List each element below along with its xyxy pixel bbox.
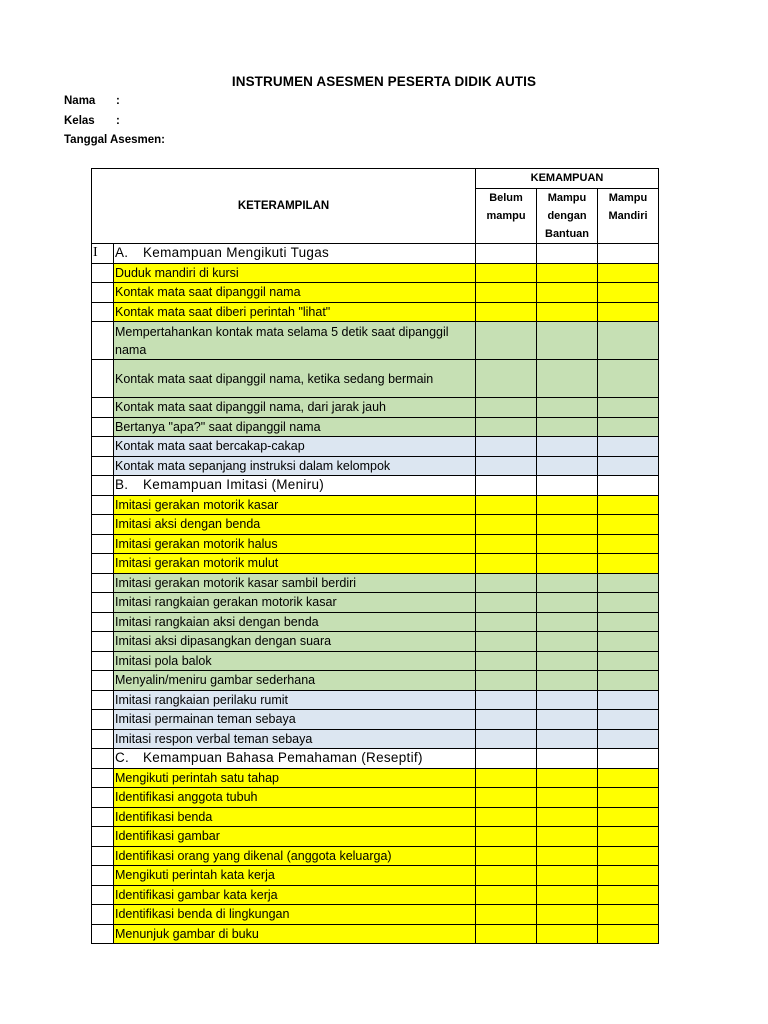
section-number: I (92, 244, 114, 264)
section-letter: C. (115, 750, 130, 766)
rating-mampu-mandiri-cell[interactable] (598, 322, 659, 360)
rating-belum-mampu-cell[interactable] (476, 885, 537, 905)
rating-mampu-dengan-bantuan-cell[interactable] (537, 322, 598, 360)
rating-mampu-mandiri-cell[interactable] (598, 905, 659, 925)
rating-mampu-mandiri-cell[interactable] (598, 456, 659, 476)
rating-mampu-mandiri-cell[interactable] (598, 398, 659, 418)
row-number-cell (92, 322, 114, 360)
row-number-cell (92, 690, 114, 710)
section-empty-cell (476, 749, 537, 769)
skill-row (92, 807, 659, 827)
skill-row (92, 398, 659, 418)
row-number-cell (92, 398, 114, 418)
rating-mampu-mandiri-cell[interactable] (598, 495, 659, 515)
skill-row (92, 924, 659, 944)
row-number-cell (92, 866, 114, 886)
section-heading (114, 476, 476, 496)
field-tanggal-label: Tanggal Asesmen: (64, 134, 165, 146)
skill-row (92, 437, 659, 457)
rating-mampu-dengan-bantuan-cell[interactable] (537, 690, 598, 710)
skill-row (92, 534, 659, 554)
row-number-cell (92, 515, 114, 535)
skill-item: Kontak mata sepanjang instruksi dalam kelompok (114, 456, 476, 476)
header-kemampuan: KEMAMPUAN (476, 169, 659, 189)
skill-row (92, 283, 659, 303)
skill-item: Imitasi gerakan motorik mulut (114, 554, 476, 574)
section-empty-cell (598, 749, 659, 769)
section-number (92, 476, 114, 496)
rating-mampu-mandiri-cell[interactable] (598, 846, 659, 866)
row-number-cell (92, 534, 114, 554)
skill-item: Imitasi pola balok (114, 651, 476, 671)
skill-item: Identifikasi gambar (114, 827, 476, 847)
rating-belum-mampu-cell[interactable] (476, 495, 537, 515)
row-number-cell (92, 729, 114, 749)
rating-mampu-dengan-bantuan-cell[interactable] (537, 807, 598, 827)
skill-row (92, 905, 659, 925)
rating-mampu-mandiri-cell[interactable] (598, 593, 659, 613)
skill-row (92, 651, 659, 671)
section-empty-cell (537, 476, 598, 496)
skill-item: Imitasi aksi dipasangkan dengan suara (114, 632, 476, 652)
rating-belum-mampu-cell[interactable] (476, 807, 537, 827)
rating-mampu-dengan-bantuan-cell[interactable] (537, 885, 598, 905)
rating-mampu-dengan-bantuan-cell[interactable] (537, 456, 598, 476)
rating-mampu-dengan-bantuan-cell[interactable] (537, 495, 598, 515)
rating-belum-mampu-cell[interactable] (476, 554, 537, 574)
section-row (92, 244, 659, 264)
section-heading (114, 244, 476, 264)
rating-belum-mampu-cell[interactable] (476, 846, 537, 866)
rating-mampu-mandiri-cell[interactable] (598, 807, 659, 827)
skill-row (92, 768, 659, 788)
rating-belum-mampu-cell[interactable] (476, 417, 537, 437)
rating-belum-mampu-cell[interactable] (476, 456, 537, 476)
rating-belum-mampu-cell[interactable] (476, 905, 537, 925)
skill-item: Identifikasi benda (114, 807, 476, 827)
rating-belum-mampu-cell[interactable] (476, 632, 537, 652)
rating-mampu-dengan-bantuan-cell[interactable] (537, 360, 598, 398)
rating-belum-mampu-cell[interactable] (476, 827, 537, 847)
row-number-cell (92, 456, 114, 476)
rating-mampu-mandiri-cell[interactable] (598, 360, 659, 398)
skill-row (92, 632, 659, 652)
field-kelas-colon: : (116, 115, 120, 127)
row-number-cell (92, 302, 114, 322)
rating-mampu-dengan-bantuan-cell[interactable] (537, 632, 598, 652)
skill-row (92, 885, 659, 905)
rating-mampu-dengan-bantuan-cell[interactable] (537, 846, 598, 866)
field-kelas-label: Kelas (64, 115, 95, 127)
row-number-cell (92, 612, 114, 632)
skill-row (92, 456, 659, 476)
skill-item: Kontak mata saat bercakap-cakap (114, 437, 476, 457)
rating-mampu-dengan-bantuan-cell[interactable] (537, 612, 598, 632)
row-number-cell (92, 807, 114, 827)
row-number-cell (92, 651, 114, 671)
rating-mampu-mandiri-cell[interactable] (598, 417, 659, 437)
section-empty-cell (537, 244, 598, 264)
rating-belum-mampu-cell[interactable] (476, 360, 537, 398)
skill-item: Imitasi permainan teman sebaya (114, 710, 476, 730)
row-number-cell (92, 554, 114, 574)
field-kelas (64, 115, 120, 127)
header-keterampilan: KETERAMPILAN (92, 169, 476, 244)
skill-item: Identifikasi benda di lingkungan (114, 905, 476, 925)
row-number-cell (92, 885, 114, 905)
section-row (92, 476, 659, 496)
header-mampu-dengan-bantuan: Mampu dengan Bantuan (537, 188, 598, 243)
row-number-cell (92, 632, 114, 652)
skill-item: Kontak mata saat diberi perintah "lihat" (114, 302, 476, 322)
skill-item: Imitasi respon verbal teman sebaya (114, 729, 476, 749)
skill-row (92, 690, 659, 710)
skill-item: Identifikasi gambar kata kerja (114, 885, 476, 905)
header-belum-mampu: Belum mampu (476, 188, 537, 243)
skill-row (92, 360, 659, 398)
skill-row (92, 495, 659, 515)
rating-mampu-dengan-bantuan-cell[interactable] (537, 729, 598, 749)
rating-belum-mampu-cell[interactable] (476, 593, 537, 613)
section-letter: A. (115, 245, 129, 261)
rating-belum-mampu-cell[interactable] (476, 573, 537, 593)
rating-mampu-mandiri-cell[interactable] (598, 788, 659, 808)
field-nama (64, 95, 120, 107)
document-title: INSTRUMEN ASESMEN PESERTA DIDIK AUTIS (231, 74, 537, 89)
field-nama-label: Nama (64, 95, 96, 107)
rating-belum-mampu-cell[interactable] (476, 788, 537, 808)
section-title: Kemampuan Imitasi (Meniru) (143, 477, 325, 493)
section-empty-cell (537, 749, 598, 769)
rating-mampu-mandiri-cell[interactable] (598, 885, 659, 905)
skill-item: Kontak mata saat dipanggil nama, ketika sedang bermain (114, 360, 476, 398)
rating-mampu-mandiri-cell[interactable] (598, 671, 659, 691)
skill-item: Identifikasi anggota tubuh (114, 788, 476, 808)
rating-mampu-mandiri-cell[interactable] (598, 263, 659, 283)
skill-row (92, 671, 659, 691)
section-empty-cell (476, 476, 537, 496)
rating-mampu-dengan-bantuan-cell[interactable] (537, 554, 598, 574)
skill-item: Bertanya "apa?" saat dipanggil nama (114, 417, 476, 437)
rating-mampu-mandiri-cell[interactable] (598, 651, 659, 671)
header-mampu-mandiri: Mampu Mandiri (598, 188, 659, 243)
skill-row (92, 302, 659, 322)
skill-row (92, 263, 659, 283)
rating-mampu-mandiri-cell[interactable] (598, 534, 659, 554)
rating-mampu-dengan-bantuan-cell[interactable] (537, 437, 598, 457)
rating-mampu-mandiri-cell[interactable] (598, 690, 659, 710)
rating-mampu-mandiri-cell[interactable] (598, 632, 659, 652)
field-nama-colon: : (116, 95, 120, 107)
rating-mampu-dengan-bantuan-cell[interactable] (537, 573, 598, 593)
rating-mampu-mandiri-cell[interactable] (598, 729, 659, 749)
rating-belum-mampu-cell[interactable] (476, 437, 537, 457)
rating-belum-mampu-cell[interactable] (476, 924, 537, 944)
rating-mampu-dengan-bantuan-cell[interactable] (537, 827, 598, 847)
row-number-cell (92, 905, 114, 925)
skill-item: Duduk mandiri di kursi (114, 263, 476, 283)
rating-mampu-dengan-bantuan-cell[interactable] (537, 398, 598, 418)
skill-item: Imitasi rangkaian gerakan motorik kasar (114, 593, 476, 613)
row-number-cell (92, 671, 114, 691)
rating-mampu-dengan-bantuan-cell[interactable] (537, 515, 598, 535)
assessment-table (91, 168, 659, 944)
skill-item: Mempertahankan kontak mata selama 5 detik saat dipanggil nama (114, 322, 476, 360)
skill-item: Mengikuti perintah kata kerja (114, 866, 476, 886)
rating-belum-mampu-cell[interactable] (476, 651, 537, 671)
rating-mampu-mandiri-cell[interactable] (598, 515, 659, 535)
skill-item: Imitasi gerakan motorik kasar (114, 495, 476, 515)
rating-mampu-dengan-bantuan-cell[interactable] (537, 302, 598, 322)
section-empty-cell (598, 244, 659, 264)
skill-row (92, 788, 659, 808)
row-number-cell (92, 573, 114, 593)
rating-mampu-dengan-bantuan-cell[interactable] (537, 866, 598, 886)
rating-mampu-mandiri-cell[interactable] (598, 924, 659, 944)
rating-mampu-dengan-bantuan-cell[interactable] (537, 710, 598, 730)
rating-mampu-dengan-bantuan-cell[interactable] (537, 651, 598, 671)
rating-mampu-mandiri-cell[interactable] (598, 573, 659, 593)
row-number-cell (92, 846, 114, 866)
rating-mampu-dengan-bantuan-cell[interactable] (537, 905, 598, 925)
skill-item: Kontak mata saat dipanggil nama (114, 283, 476, 303)
row-number-cell (92, 417, 114, 437)
row-number-cell (92, 710, 114, 730)
rating-belum-mampu-cell[interactable] (476, 690, 537, 710)
skill-row (92, 729, 659, 749)
rating-mampu-mandiri-cell[interactable] (598, 710, 659, 730)
section-letter: B. (115, 477, 129, 493)
row-number-cell (92, 924, 114, 944)
skill-item: Imitasi rangkaian aksi dengan benda (114, 612, 476, 632)
skill-row (92, 866, 659, 886)
rating-mampu-dengan-bantuan-cell[interactable] (537, 593, 598, 613)
section-empty-cell (598, 476, 659, 496)
rating-mampu-dengan-bantuan-cell[interactable] (537, 283, 598, 303)
rating-mampu-dengan-bantuan-cell[interactable] (537, 788, 598, 808)
section-title: Kemampuan Bahasa Pemahaman (Reseptif) (143, 750, 423, 766)
rating-mampu-mandiri-cell[interactable] (598, 302, 659, 322)
rating-mampu-dengan-bantuan-cell[interactable] (537, 263, 598, 283)
rating-mampu-dengan-bantuan-cell[interactable] (537, 417, 598, 437)
skill-item: Imitasi gerakan motorik halus (114, 534, 476, 554)
rating-belum-mampu-cell[interactable] (476, 612, 537, 632)
rating-belum-mampu-cell[interactable] (476, 263, 537, 283)
skill-row (92, 612, 659, 632)
rating-mampu-dengan-bantuan-cell[interactable] (537, 671, 598, 691)
row-number-cell (92, 360, 114, 398)
skill-item: Imitasi rangkaian perilaku rumit (114, 690, 476, 710)
rating-mampu-mandiri-cell[interactable] (598, 612, 659, 632)
row-number-cell (92, 283, 114, 303)
rating-belum-mampu-cell[interactable] (476, 515, 537, 535)
rating-mampu-mandiri-cell[interactable] (598, 283, 659, 303)
rating-mampu-dengan-bantuan-cell[interactable] (537, 924, 598, 944)
rating-belum-mampu-cell[interactable] (476, 671, 537, 691)
skill-row (92, 846, 659, 866)
rating-mampu-dengan-bantuan-cell[interactable] (537, 768, 598, 788)
skill-item: Imitasi aksi dengan benda (114, 515, 476, 535)
row-number-cell (92, 437, 114, 457)
rating-mampu-mandiri-cell[interactable] (598, 866, 659, 886)
section-number (92, 749, 114, 769)
section-title: Kemampuan Mengikuti Tugas (143, 245, 330, 261)
skill-item: Imitasi gerakan motorik kasar sambil berdiri (114, 573, 476, 593)
section-row (92, 749, 659, 769)
skill-item: Identifikasi orang yang dikenal (anggota keluarga) (114, 846, 476, 866)
skill-row (92, 827, 659, 847)
skill-row (92, 554, 659, 574)
rating-mampu-mandiri-cell[interactable] (598, 827, 659, 847)
rating-mampu-mandiri-cell[interactable] (598, 768, 659, 788)
rating-belum-mampu-cell[interactable] (476, 322, 537, 360)
section-heading (114, 749, 476, 769)
row-number-cell (92, 593, 114, 613)
rating-belum-mampu-cell[interactable] (476, 866, 537, 886)
rating-belum-mampu-cell[interactable] (476, 768, 537, 788)
rating-mampu-mandiri-cell[interactable] (598, 554, 659, 574)
rating-belum-mampu-cell[interactable] (476, 710, 537, 730)
skill-row (92, 417, 659, 437)
rating-belum-mampu-cell[interactable] (476, 534, 537, 554)
skill-item: Menunjuk gambar di buku (114, 924, 476, 944)
row-number-cell (92, 788, 114, 808)
rating-belum-mampu-cell[interactable] (476, 729, 537, 749)
skill-row (92, 515, 659, 535)
row-number-cell (92, 263, 114, 283)
skill-row (92, 573, 659, 593)
skill-row (92, 710, 659, 730)
rating-mampu-mandiri-cell[interactable] (598, 437, 659, 457)
row-number-cell (92, 768, 114, 788)
assessment-table-body (92, 169, 659, 944)
skill-item: Menyalin/meniru gambar sederhana (114, 671, 476, 691)
skill-row (92, 322, 659, 360)
rating-mampu-dengan-bantuan-cell[interactable] (537, 534, 598, 554)
skill-item: Mengikuti perintah satu tahap (114, 768, 476, 788)
field-tanggal (64, 134, 165, 146)
skill-item: Kontak mata saat dipanggil nama, dari jarak jauh (114, 398, 476, 418)
header-row-group (92, 169, 659, 189)
skill-row (92, 593, 659, 613)
rating-belum-mampu-cell[interactable] (476, 398, 537, 418)
section-empty-cell (476, 244, 537, 264)
rating-belum-mampu-cell[interactable] (476, 302, 537, 322)
row-number-cell (92, 495, 114, 515)
row-number-cell (92, 827, 114, 847)
rating-belum-mampu-cell[interactable] (476, 283, 537, 303)
